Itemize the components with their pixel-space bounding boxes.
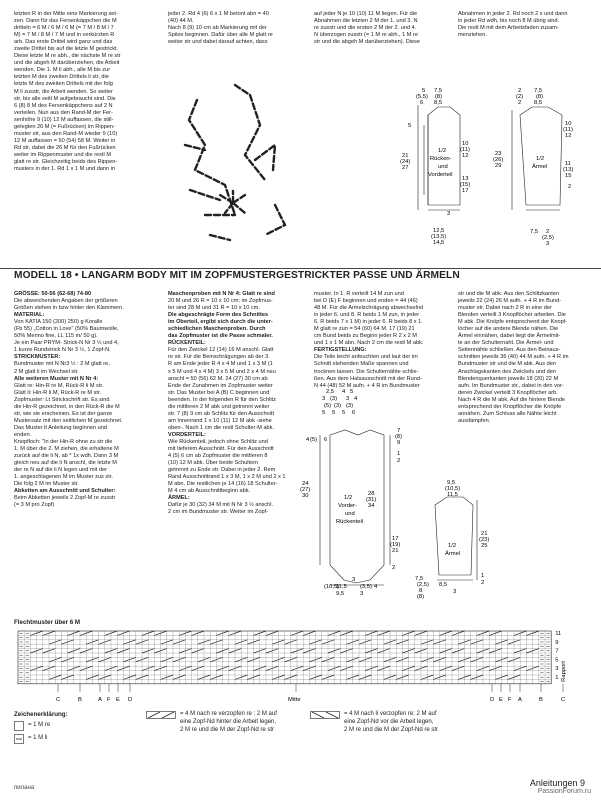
text-heading: FERTIGSTELLUNG: [314,347,367,354]
sock-label1: 1/2 [438,148,447,154]
sock-tl-3: 6 [420,100,424,106]
text-line: str, wie sie erscheinen. Es ist der ganze [14,410,113,417]
sock-mc-1: 13 [462,176,469,182]
text-line: letzte M des zweiten Drittels mit der folg [14,81,113,88]
stop-out-1: 23 [495,151,502,157]
marker-mitte: Mitte [288,696,301,703]
text-line: 2 cm im Bundmuster str. Weiter im Zopf- [168,509,268,516]
sock-li-2: (11) [460,147,470,153]
sock-label2: Rücken- [430,156,452,162]
text-line: muster. In 1. R verteilt 14 M zun und [314,291,404,297]
row-number: 1 [555,675,559,681]
text-line: Ärmel einnähen, dabei liegt die Ärmelmit- [458,333,561,340]
body-top-10: (3) [346,403,354,409]
body-side-2: (5) [310,437,318,443]
body-c-2: (31) [366,497,377,503]
text-line: Knopfloch: "In der Hin-R ohne zu str die [14,438,113,445]
stop-tl-1: 2 [518,88,522,94]
text-line: Die abweichenden Angaben der größeren [14,298,118,305]
text-line: muster str, aus den Rand-M wieder 9 (10) [14,130,118,137]
slv-b-6: 3 [453,589,457,595]
body-c-3: 34 [368,503,375,509]
text-line: Für den Zwickel 12 (14) 16 M anschl. Glatt [168,347,274,354]
marker-letter: E [499,696,503,703]
body-top-9: (3) [334,403,342,409]
text-line: annähen. Zum Schluss alle Nähte leicht [458,410,557,417]
text-line: muster str. Dabei nach 2 R in eine der [458,305,552,312]
text-heading: STRICKMUSTER: [14,354,61,361]
text-line: deren Zwickel verteilt 3 Knopflöcher arb. [458,389,558,396]
text-line: gelegten 26 M (= Fußrücken) im Rippen- [14,123,115,130]
body-b-2: (10,5) [324,584,340,590]
top-text-col4 [458,11,588,39]
row-number: 5 [555,657,559,664]
text-heading: Alle weiteren Muster mit N Nr 4: [14,375,99,382]
text-line: auf jeder N je 10 (10) 11 M liegen. Für die [314,11,418,17]
text-line: Größen stehen in bzw hinter den Klammern. [14,305,124,312]
body-label3: und [345,511,355,517]
body-top-11: 5 [322,410,326,416]
text-line: Die restl M mit dem Arbeitsfaden zusam- [458,25,559,32]
text-line: Bundmuster str und die M abk. Aus den [458,361,556,368]
text-line: cm Bund beids zu Beginn jeder R 2 x 2 M [314,333,417,340]
text-line: verteilen. Nun aus den Rand-M der Fer- [14,109,113,116]
marker-letter: E [116,696,120,703]
sock-lo-1: 21 [402,153,409,159]
text-line: M li zusstr, die Arbeit wenden. So weiter [14,88,113,95]
legend-cable-left-2: eine Zopf-Nd vor die Arbeit legen, [344,719,434,725]
sock-bot-3: 14,5 [433,240,445,246]
stop-b-3: (2,5) [542,235,554,241]
text-line: Diese letzte M re abh., die nächste M re str [14,53,121,60]
text-heading: MATERIAL: [14,312,45,319]
sock-tl-1: 5 [422,88,426,94]
marker-letter: B [78,696,82,703]
text-line: te an der Schulternaht. Die Ärmel- und [458,340,554,347]
body-side-3: 6 [324,437,328,443]
text-line: Das Muster lt Anleitung beginnen und [14,424,107,431]
text-line: Anschlagskanten des Zwickels und den [458,368,556,375]
row-number: 7 [555,648,559,655]
body-h-1: 24 [302,481,309,487]
slv-h-1: 21 [481,531,488,537]
sock-lo-3: 27 [402,165,409,171]
text-line: str, bis alle seitl M aufgebraucht sind. Die [14,95,116,102]
text-line: R am Ende jeder R 4 x 4 M und 1 x 3 M (1 [168,361,273,368]
text-line: 4 (5) 6 cm ab Zopfmuster die mittleren 8 [168,453,268,460]
text-line: Nach 4 R die M abk. Auf die hintere Blende [458,396,565,403]
body-b-5: (3,5) [360,584,372,590]
text-line: Wie Rückenteil, jedoch ohne Schlitz und [168,438,268,445]
legend-knit-label: = 1 M re [28,722,51,728]
text-line: 12 M auffassen = 50 (54) 58 M. Weiter in [14,137,116,144]
text-line: ßen. Aus dem Halsausschnitt mit der Rund- [314,375,422,382]
page-footer [530,778,585,788]
text-line: Blenden verteilt 3 Knopflöcher arbeiten. Die [458,312,566,319]
row-number: 11 [555,631,562,637]
slv-h-3: 25 [481,543,488,549]
text-line: 1. M über die 2. M ziehen, die erhaltene M [14,446,119,453]
text-line: 6. R beids 7 x 1 M) in jeder 6. R beids 8 x 1 [314,319,422,326]
text-line: 50% Merino fine, LL 115 m/ 50 g). [14,333,98,340]
sleeve-schematic [415,480,510,600]
text-line: zurück auf die li N, ab * 1x wdh. Dann 3 M [14,453,119,460]
text-col2 [168,291,309,517]
row-number: 3 [555,666,559,673]
sock-schematic [400,85,480,255]
body-top-12: 5 [332,410,336,416]
text-line: Zopfmuster: Lt Strickschrift str. Es sind [14,396,110,403]
text-heading: GRÖSSE: 50-56 (62-68) 74-80 [14,291,92,297]
slv-h-2: (23) [479,537,490,543]
sock-row5: 5 [408,123,412,129]
footer-page-number: 9 [579,778,585,788]
text-line: str und die M abk. Aus den Schlitzkanten [458,291,560,297]
text-line: die Hin-R gezeichnet, in den Rück-R die M [14,403,120,410]
text-heading: Abketten am Ausschnitt und Schulter: [14,488,116,495]
stop-r-3: 15 [565,173,572,179]
text-line: und die abgeh M darüberziehen, die Arbeit [14,60,120,67]
body-top-13: 5 [342,410,346,416]
text-heading: im Oberteil, ergibt sich durch die unter- [168,319,273,326]
text-line: senhöhe 9 (10) 12 M auffassen, die still- [14,116,114,123]
body-side-1: 4 [306,437,310,443]
text-line: zweite Drittel bis auf die letzte M gestrickt. [14,46,119,53]
body-r-1: 17 [392,536,399,542]
watermark: PassionForum.ru [537,788,591,795]
text-line: entsprechend der Knopflöcher die Knöpfe [458,403,562,410]
sock-bot-1: 12,5 [433,228,445,234]
stop-r-2: (13) [563,167,574,173]
text-line: Ende der Zunahmen im Zopfmuster weiter [168,382,273,389]
text-line: weiter im Rippenmuster und die restl M [14,151,111,158]
text-line: weiter str und dabei darauf achten, dass [168,39,268,46]
text-line: 48 M. Für die Armelschrägung abwechselnd [314,305,424,312]
text-line: str und die abgeh M darüberziehen). Diese [314,39,421,46]
text-line: M 4 cm ab Ausschnittbeginn abk. [168,488,251,495]
body-b-7: 3 [360,591,364,597]
stop-out-2: (26) [493,157,504,163]
text-line: (40) 44 M. [168,18,194,25]
text-line: Blendenquerkanten jeweils 18 (20) 22 M [458,375,559,382]
stop-b-2: 2 [546,229,550,235]
text-line: jeweils 22 (24) 26 M aufn. + 4 R im Bund- [458,298,562,305]
legend-cable-right-1: = 4 M nach re verzopfen re : 2 M auf [180,711,277,717]
text-line: N 44 (48) 52 M aufn. + 4 R im Bundmuster [314,382,420,389]
text-line: M) = 7 M / 8 M / 7 M und in verkürzten R [14,32,115,39]
slv-one: 1 [481,573,485,579]
sock-li-3: 12 [462,153,469,159]
text-line: jeder 2. Rd 4 (6) 6 x 1 M betont abn = 40 [168,11,269,17]
text-line: str. Das Muster bei A (B) C beginnen und [168,389,270,396]
body-label4: Rückenteil [336,519,364,525]
text-line: Seitennähte schließen. Aus den Beinaus- [458,347,561,354]
body-h-2: (27) [300,487,311,493]
text-line: M abk. Die Knöpfe entsprechend der Knopf- [458,319,568,326]
body-b-4: 3 [352,577,356,583]
text-line: 20 M und 26 R = 10 x 10 cm; im Zopfmus- [168,298,273,305]
body-r-3: 21 [392,548,399,554]
text-line: anschl = 50 (56) 62 M. 24 (27) 30 cm ab [168,375,268,382]
text-line: schnitten jeweils 36 (40) 44 M aufn. + 4 R im [458,354,569,361]
legend-cable-right-2: eine Zopf-Nd hinter die Arbeit legen, [180,719,277,725]
text-heading: Die abgeschrägte Form des Schnittes [168,312,269,319]
text-line: N überzogen zusstr (= 1 M re abh., 1 M re [314,32,418,39]
text-line: 1. angeschlagenen M im Muster zus str. [14,474,113,481]
marker-letter: F [508,696,512,703]
text-line: Je ein Paar PRYM- Strick-N Nr 3 ½ und 4, [14,340,119,347]
chart-title: Flechtmuster über 6 M [14,619,81,626]
text-line: Spitze beginnen. Dafür über alle M glatt re [168,32,273,39]
stop-top-3: 8,5 [534,100,543,106]
marker-letter: D [490,696,495,703]
marker-letter: A [98,696,102,703]
sock-bot-2: (13,5) [431,234,447,240]
sock-top-1: 7,5 [434,88,443,94]
text-line: Beim Abketten jeweils 2 Zopf-M re zusstr [14,495,116,502]
text-line: wenden. Die 1. M li abh., alle M bis zur [14,67,111,74]
stop-r-1: 11 [565,161,572,167]
sock-top-3: 8,5 [434,100,443,106]
slv-b-2: (2,5) [417,582,429,588]
body-h-3: 30 [302,493,309,499]
body-two: 2 [392,565,396,571]
text-line: dritteln = 6 M / 6 M / 6 M (= 7 M / 8 M / 7 [14,25,114,32]
body-c-1: 28 [368,491,375,497]
stop-tl-3: 2 [518,100,522,106]
text-line: und 1 x 1 M abn. Nach 2 cm die restl M abk. [314,340,424,347]
text-line: enden. [14,431,32,438]
text-line: M abn. Die restlichen je 14 (16) 18 Schulter- [168,481,278,488]
leaf-sketch-illustration [175,75,295,255]
legend-knit-symbol [14,721,24,731]
stop-in-3: 12 [565,133,572,139]
text-line: in jeder 6. und 8. R beids 1 M zun, in jeder [314,312,420,319]
marker-letter: F [107,696,111,703]
text-line: musters in der 1. Rd 1 x 1 M und dann in [14,166,116,173]
legend-cable-left-1: = 4 M nach li verzopfen re: 2 M auf [344,711,437,717]
text-col1 [14,291,152,509]
text-line: (10) 12 M abk. Über beide Schultern [168,460,259,467]
legend-cable-left-3: 2 M re und die M der Zopf-Nd re str [344,727,439,733]
stop-tl-2: (2) [516,94,524,100]
slv-top-2: (10,5) [445,486,461,492]
footer-caption: пилана [14,785,35,791]
legend-cable-left-symbol [310,711,340,719]
marker-letter: A [518,696,522,703]
text-heading: VORDERTEIL: [168,431,206,438]
legend-cable-right-3: 2 M re und die M der Zopf-Nd re str [180,727,275,733]
body-schematic [300,385,423,597]
section-title: MODELL 18 • LANGARM BODY MIT IM ZOPFMUSTERGESTRICKTER PASSE UND ÄRMELN [14,270,460,281]
text-line: letzten R in der Mitte eine Markierung set- [14,11,118,17]
legend-purl-symbol [14,734,24,744]
cable-chart-grid [14,627,574,703]
text-heading: schiedlichen Maschenproben. Durch [168,326,266,333]
text-line: Rd str, dabei die 26 M für den Fußrücken [14,144,116,151]
text-line: Abnahmen in jeder 2. Rd noch 2 x und dann [458,11,568,17]
body-top-3: 5 [350,389,354,395]
text-line: bei D (E) F beginnen und enden = 44 (46) [314,298,418,305]
stop-in-1: 10 [565,121,572,127]
text-line: str. 7 (8) 9 cm ab Schlitz für den Ausschnitt [168,410,275,417]
body-b-6: 4 [374,584,378,590]
sock-mc-2: (15) [460,182,471,188]
footer-section: Anleitungen [529,778,578,788]
marker-letter: D [128,696,133,703]
stop-b-4: 3 [546,241,550,247]
text-line: gleich neu auf die li N anschl, die letzte M [14,460,117,467]
text-line: menziehen. [458,32,487,39]
text-line: Abnahmen die letzten 2 M der 1. und 3. N [314,18,418,25]
text-line: ausdämpfen. [458,417,491,424]
text-line: M glatt re zun = 54 (60) 64 M. 17 (19) 21 [314,326,415,333]
text-line: (= 3 M pro Zopf) [14,502,55,509]
text-line: die mittleren 2 M abk und getrennt weiter [168,403,270,410]
body-b-3: 11,5 [336,584,347,590]
text-line: getrennt zu Ende str. Dabei in jeder 2. Rem [168,467,276,474]
body-top-6: 3 [346,396,350,402]
sleeve-schematic-top [490,85,590,255]
slv-b-1: 7,5 [415,576,424,582]
body-top-8: (5) [324,403,332,409]
text-line: ter sind 28 M und 31 R = 10 x 10 cm. [168,305,260,312]
sock-foot3: 3 [447,211,451,217]
sock-tl-2: (5,5) [416,94,428,100]
sock-label4: Vorderteil [428,172,453,178]
text-line: löcher auf die andere Blende nähen. Die [458,326,559,333]
text-line: (Fb 55) „Cotton in Love" (50% Baumwolle, [14,326,119,333]
sock-li-1: 10 [462,141,469,147]
slv-label2: Ärmel [445,551,461,557]
top-text-col2 [168,11,305,46]
text-line: Die Teile leicht anfeuchten und laut der im [314,354,418,361]
text-heading: ÄRMEL: [168,495,190,502]
text-line: in jeder Rd wdh, bis noch 8 M übrig sind. [458,18,560,25]
body-label1: 1/2 [344,495,353,501]
text-line: trocknen lassen. Die Schulternähte schlie- [314,368,419,375]
stop-top-2: (8) [536,94,544,100]
body-rm-2: 2 [397,458,401,464]
sock-label3: und [438,164,448,170]
text-line: der re N auf die li N legen und mit der [14,467,107,474]
slv-b-5: 8,5 [439,582,448,588]
text-line: Von KATIA 150 (200) 250) g Koralle [14,319,103,326]
stop-label1: 1/2 [536,156,545,162]
body-top-7: 4 [354,396,358,402]
text-line: arb. Das erste Drittel wird ganz und das [14,39,113,46]
sock-top-2: (8) [435,94,443,100]
text-line: Glatt re: Hin-R re M, Rück-R li M str. [14,382,104,389]
body-label2: Vorder- [338,503,358,509]
stop-out-3: 29 [495,163,502,169]
text-line: 2 M glatt li im Wechsel str. [14,368,79,375]
slv-top-3: 11,5 [447,492,458,498]
text-line: beenden. In der folgenden R für den Schlitz [168,396,276,403]
text-line: Dafür je 30 (32) 34 M mit N Nr 3 ½ anschl. [168,502,274,509]
text-line: zen. Dann für das Fersenkäppchen die M [14,18,117,25]
text-line: Bundmuster mit N Nr3 ½ : 2 M glatt re, [14,361,110,368]
body-b-1: 9,5 [336,591,345,597]
body-rm-1: 1 [397,451,401,457]
text-line: 1 kurze Rundstrick N Nr 3 ½, 1 Zopf-N. [14,347,111,354]
body-top-4: 3 [322,396,326,402]
text-line: re zusstr und die ersten 2 M der 2. und 4. [314,25,417,32]
rapport-label: Rapport [561,661,568,682]
body-top-1: 2,5 [326,389,335,395]
text-heading: RÜCKENTEIL: [168,340,206,347]
legend-title: Zeichenerklärung: [14,711,68,718]
slv-b-3: 8 [419,588,423,594]
text-line: aufn. Im Bundmuster str., dabei in den vor- [458,382,564,389]
sock-lo-2: (24) [400,159,411,165]
stop-two: 2 [568,184,572,190]
sock-mc-3: 17 [462,188,469,194]
stop-in-2: (11) [563,127,573,133]
text-line: Nach 8 (9) 10 cm ab Markierung mit der [168,25,267,32]
legend-cable-right-symbol [146,711,176,719]
text-line: glatt re str. Gleichzeitig beids des Rippen- [14,158,118,165]
slv-label1: 1/2 [448,543,457,549]
marker-letter: C [56,696,61,703]
text-line: am Innenrand 1 x 10 (11) 12 M abk -siehe [168,417,272,424]
row-number: 9 [555,639,559,646]
text-col3 [314,291,452,390]
slv-b-4: (8) [417,594,425,600]
slv-top-1: 9,5 [447,480,456,486]
text-line: re str. Für die Beinschrägungen ab der 3. [168,354,270,361]
text-line: oben-. Nach 1 cm die restl Schulter-M abk. [168,424,275,431]
text-line: x 5 M und 4 x 4 M) 3 x 5 M und 2 x 4 M neu [168,368,276,375]
text-line: Mustersatz mit den seitlichen M gezeichnet. [14,417,123,424]
marker-letter: B [539,696,543,703]
body-rt-3: 9 [397,440,401,446]
text-line: Schnitt stehenden Maße spannen und [314,361,409,368]
text-line: letzten M des zweiten Drittels li str, die [14,74,109,81]
legend-purl-label: = 1 M li [28,735,48,741]
text-heading: das Zopfmuster ist die Passe schmaler. [168,333,273,340]
stop-label2: Ärmel [532,164,548,170]
body-top-14: 6 [352,410,356,416]
text-line: Die folg 2 M im Muster str. [14,481,79,488]
text-line: Glatt li: Hin-R li M, Rück-R re M str. [14,389,102,396]
text-line: mit tieferem Ausschnitt. Für den Ausschnitt [168,446,274,453]
marker-letter: C [561,696,566,703]
body-rt-1: 7 [397,428,401,434]
body-top-5: (3) [330,396,338,402]
body-rt-2: (8) [395,434,403,440]
slv-two: 2 [481,580,485,586]
top-text-col1 [14,11,152,173]
stop-top-1: 7,5 [534,88,543,94]
text-line: 6 (8) 8 M des Fersenkäppchens auf 2 N [14,102,113,109]
top-text-col3 [314,11,452,46]
stop-b-1: 7,5 [530,229,539,235]
text-line: Rand Ausschnittrand 1 x 3 M, 1 x 2 M und 2 x 1 [168,474,286,481]
text-col4 [458,291,590,425]
body-r-2: (19) [390,542,401,548]
body-top-2: 4 [342,389,346,395]
text-heading: Maschenproben mit N Nr 4: Glatt re sind [168,291,275,297]
